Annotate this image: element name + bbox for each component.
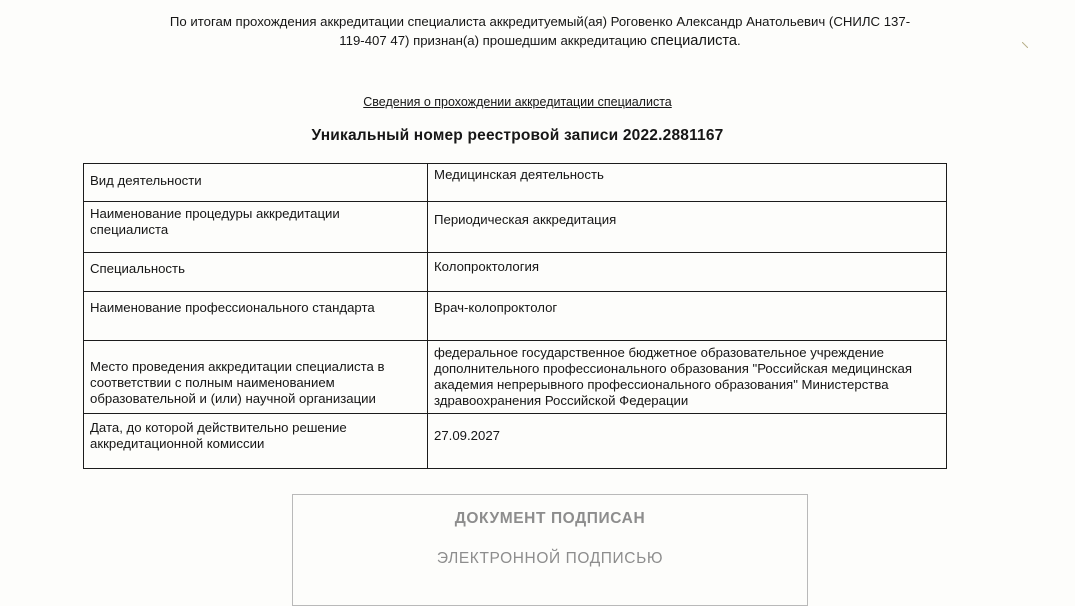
statement-line-2: 119-407 47) признан(а) прошедшим аккредитацию [339,33,647,48]
row-value-venue: федеральное государственное бюджетное образовательное учреждение дополнительного профессионального образования "Российская медицинская академия непрерывного профессионального образования" Министерства здравоохранения Российской Федерации [428,341,947,414]
table-row [84,414,947,469]
scan-speck-mark [1022,42,1028,48]
row-label-activity-type: Вид деятельности [84,164,428,202]
accreditation-info-table [83,163,947,469]
row-label-professional-standard: Наименование профессионального стандарта [84,292,428,341]
table-row [84,202,947,253]
row-label-procedure: Наименование процедуры аккредитации специалиста [84,202,428,253]
row-value-activity-type: Медицинская деятельность [428,164,947,202]
table-row [84,292,947,341]
statement-line-1: По итогам прохождения аккредитации специалиста аккредитуемый(ая) Роговенко Александр Анатольевич (СНИЛС 137- [169,14,911,29]
row-label-venue: Место проведения аккредитации специалиста в соответствии с полным наименованием образовательной и (или) научной организации [84,341,428,414]
table-row [84,341,947,414]
row-value-valid-until: 27.09.2027 [428,414,947,469]
statement-emphasis: специалиста [650,33,738,49]
row-value-professional-standard: Врач-колопроктолог [428,292,947,341]
stamp-line-2: ЭЛЕКТРОННОЙ ПОДПИСЬЮ [436,550,664,567]
row-label-specialty: Специальность [84,253,428,292]
row-label-valid-until: Дата, до которой действительно решение аккредитационной комиссии [84,414,428,469]
registry-number: Уникальный номер реестровой записи 2022.2881167 [311,127,724,144]
section-title: Сведения о прохождении аккредитации специалиста [363,95,672,109]
stamp-line-1: ДОКУМЕНТ ПОДПИСАН [454,510,646,527]
electronic-signature-stamp [292,494,808,606]
table-row [84,253,947,292]
table-row [84,164,947,202]
accreditation-statement [60,12,1020,51]
row-value-procedure: Периодическая аккредитация [428,202,947,253]
statement-period: . [737,33,741,48]
row-value-specialty: Колопроктология [428,253,947,292]
